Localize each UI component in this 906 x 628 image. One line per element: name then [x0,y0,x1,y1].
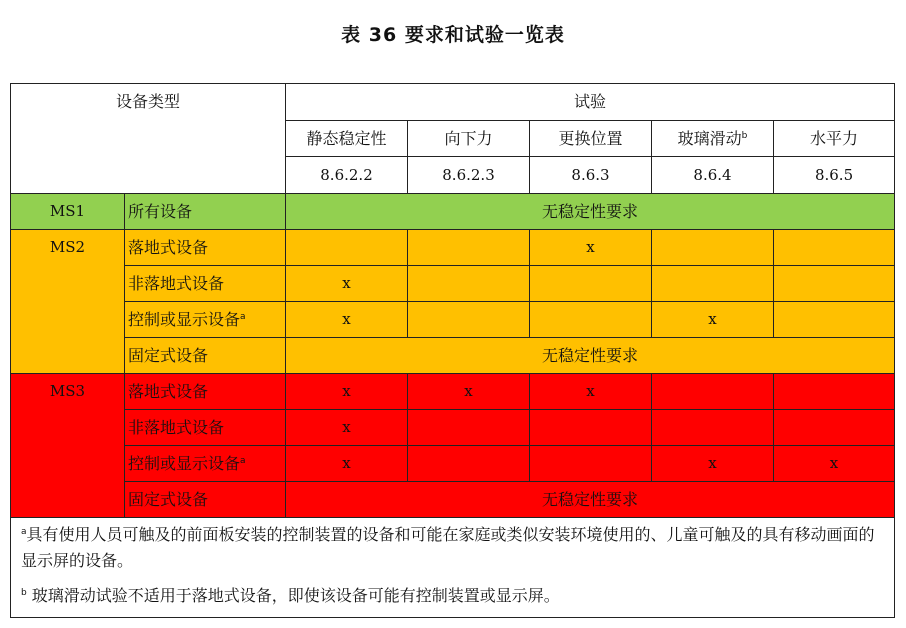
test-mark: x [286,302,408,338]
table-row [11,410,895,446]
requirements-table [10,83,895,618]
table-row [11,266,895,302]
equipment-type: 落地式设备 [125,230,286,266]
test-mark: x [286,410,408,446]
equipment-type: 控制或显示设备$^a$ [125,302,286,338]
test-mark [530,302,652,338]
test-mark: x [530,374,652,410]
merged-requirement: 无稳定性要求 [286,338,895,374]
test-mark [408,266,530,302]
test-mark [652,230,774,266]
test-mark [530,446,652,482]
table-row [11,446,895,482]
equipment-type: 非落地式设备 [125,266,286,302]
class-label: MS2 [11,230,125,374]
test-mark: x [652,446,774,482]
merged-requirement: 无稳定性要求 [286,194,895,230]
test-mark: x [286,374,408,410]
test-mark [530,410,652,446]
test-mark [652,266,774,302]
table-notes [11,518,895,618]
footnote-a: $^a$具有使用人员可触及的前面板安装的控制装置的设备和可能在家庭或类似安装环境使用的、儿童可触及的具有移动画面的显示屏的设备。 [21,525,875,570]
test-mark [408,302,530,338]
column-header: 静态稳定性 [286,121,408,157]
header-equipment-type: 设备类型 [11,84,286,194]
clause-number: 8.6.2.3 [408,157,530,194]
table-row [11,194,895,230]
equipment-type: 非落地式设备 [125,410,286,446]
table-notes-row [11,518,895,618]
equipment-type: 控制或显示设备$^a$ [125,446,286,482]
test-mark [652,410,774,446]
clause-number: 8.6.5 [774,157,895,194]
table-row [11,482,895,518]
test-mark: x [530,230,652,266]
test-mark: x [286,446,408,482]
column-header: 更换位置 [530,121,652,157]
table-row [11,230,895,266]
clause-number: 8.6.4 [652,157,774,194]
test-mark: x [408,374,530,410]
clause-number: 8.6.3 [530,157,652,194]
header-tests: 试验 [286,84,895,121]
table-row [11,302,895,338]
clause-number: 8.6.2.2 [286,157,408,194]
test-mark [652,374,774,410]
merged-requirement: 无稳定性要求 [286,482,895,518]
table-title: 表 36 要求和试验一览表 [341,24,565,46]
column-header: 水平力 [774,121,895,157]
test-mark [408,410,530,446]
column-header: 向下力 [408,121,530,157]
equipment-type: 所有设备 [125,194,286,230]
test-mark [774,302,895,338]
class-label: MS1 [11,194,125,230]
table-row [11,338,895,374]
test-mark: x [286,266,408,302]
equipment-type: 固定式设备 [125,482,286,518]
test-mark [774,266,895,302]
footnote-b: $^b$ 玻璃滑动试验不适用于落地式设备，即使该设备可能有控制装置或显示屏。 [21,586,560,606]
test-mark: x [774,446,895,482]
test-mark [408,230,530,266]
equipment-type: 固定式设备 [125,338,286,374]
test-mark [774,230,895,266]
test-mark [774,410,895,446]
test-mark [408,446,530,482]
equipment-type: 落地式设备 [125,374,286,410]
class-label: MS3 [11,374,125,518]
test-mark [286,230,408,266]
test-mark [530,266,652,302]
test-mark: x [652,302,774,338]
table-row [11,374,895,410]
column-header: 玻璃滑动$^b$ [652,121,774,157]
test-mark [774,374,895,410]
